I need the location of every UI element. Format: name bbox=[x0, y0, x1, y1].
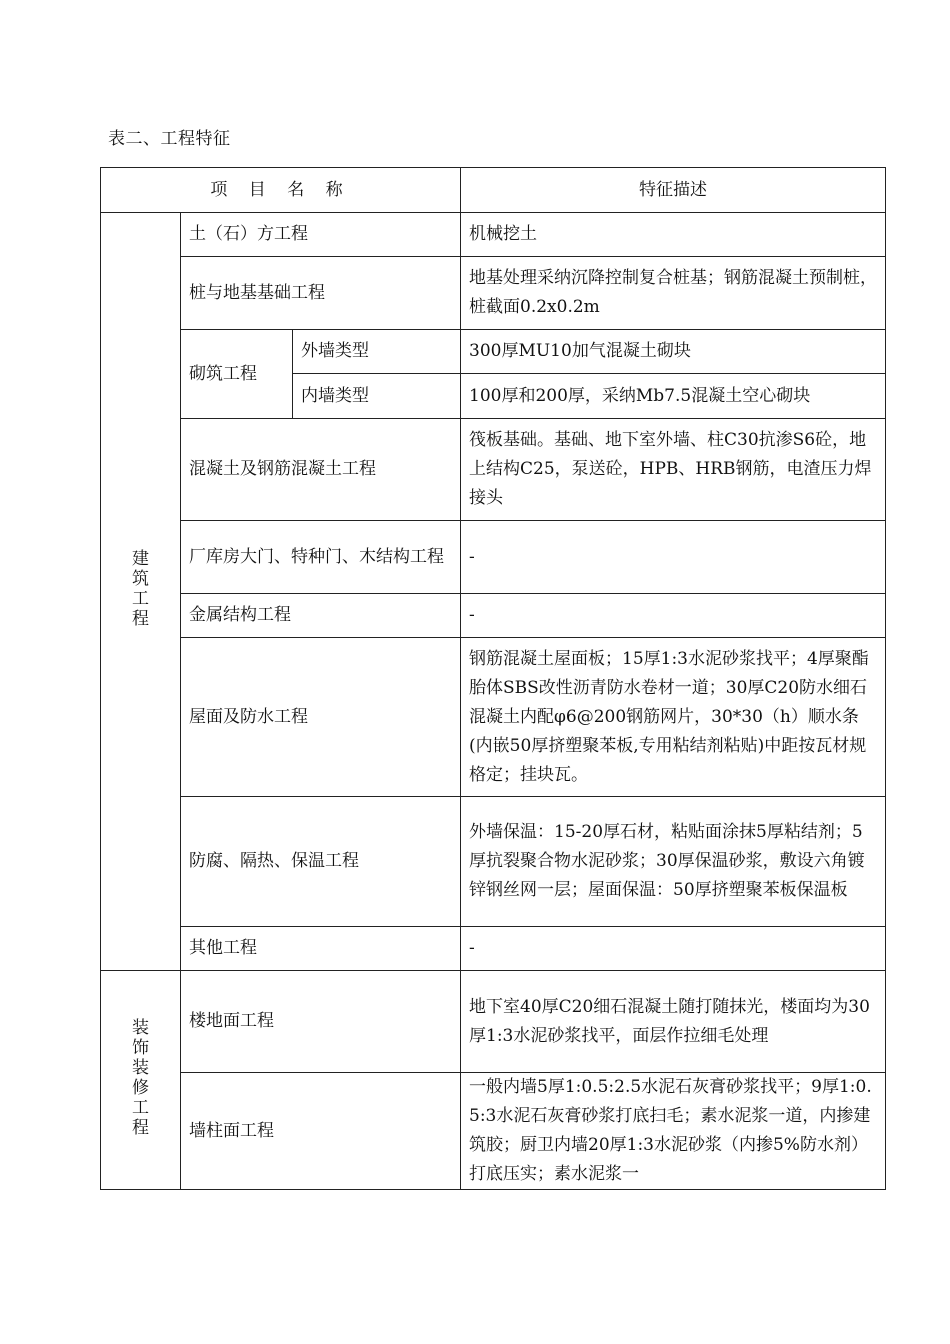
sub-row-name: 内墙类型 bbox=[293, 374, 461, 419]
group-building-label: 建筑工程 bbox=[132, 549, 149, 629]
row-desc: 钢筋混凝土屋面板；15厚1:3水泥砂浆找平；4厚聚酯胎体SBS改性沥青防水卷材一道；30厚C20防水细石混凝土内配φ6@200钢筋网片，30*30（h）顺水条(内嵌50厚挤塑聚苯板,专用粘结剂粘贴)中距按瓦材规格定；挂块瓦。 bbox=[461, 638, 886, 797]
row-desc: - bbox=[461, 927, 886, 971]
row-name: 楼地面工程 bbox=[181, 971, 461, 1073]
table-row bbox=[101, 797, 886, 927]
table-row bbox=[101, 257, 886, 330]
group-building bbox=[101, 213, 181, 971]
engineering-features-table bbox=[100, 167, 886, 1190]
row-desc: 300厚MU10加气混凝土砌块 bbox=[461, 330, 886, 374]
table-header-row bbox=[101, 168, 886, 213]
row-desc: 机械挖土 bbox=[461, 213, 886, 257]
table-row bbox=[101, 419, 886, 521]
row-desc: - bbox=[461, 521, 886, 594]
sub-row-name: 外墙类型 bbox=[293, 330, 461, 374]
row-name: 防腐、隔热、保温工程 bbox=[181, 797, 461, 927]
row-name: 墙柱面工程 bbox=[181, 1073, 461, 1190]
table-row bbox=[101, 638, 886, 797]
table-row bbox=[101, 594, 886, 638]
row-desc: 100厚和200厚，采纳Mb7.5混凝土空心砌块 bbox=[461, 374, 886, 419]
table-row bbox=[101, 521, 886, 594]
row-name: 土（石）方工程 bbox=[181, 213, 461, 257]
row-name: 砌筑工程 bbox=[181, 330, 293, 419]
row-desc: 外墙保温：15-20厚石材，粘贴面涂抹5厚粘结剂；5厚抗裂聚合物水泥砂浆；30厚保温砂浆，敷设六角镀锌钢丝网一层；屋面保温：50厚挤塑聚苯板保温板 bbox=[461, 797, 886, 927]
table-row bbox=[101, 927, 886, 971]
row-desc: 筏板基础。基础、地下室外墙、柱C30抗渗S6砼，地上结构C25，泵送砼，HPB、HRB钢筋，电渣压力焊接头 bbox=[461, 419, 886, 521]
row-desc: 一般内墙5厚1:0.5:2.5水泥石灰膏砂浆找平；9厚1:0.5:3水泥石灰膏砂浆打底扫毛；素水泥浆一道，内掺建筑胶；厨卫内墙20厚1:3水泥砂浆（内掺5%防水剂）打底压实；素水泥浆一 bbox=[461, 1073, 886, 1190]
row-name: 混凝土及钢筋混凝土工程 bbox=[181, 419, 461, 521]
row-name: 厂库房大门、特种门、木结构工程 bbox=[181, 521, 461, 594]
row-name: 金属结构工程 bbox=[181, 594, 461, 638]
row-desc: 地下室40厚C20细石混凝土随打随抹光，楼面均为30厚1:3水泥砂浆找平，面层作拉细毛处理 bbox=[461, 971, 886, 1073]
header-name: 项 目 名 称 bbox=[101, 168, 461, 213]
row-desc: - bbox=[461, 594, 886, 638]
table-row bbox=[101, 1073, 886, 1190]
header-desc: 特征描述 bbox=[461, 168, 886, 213]
row-desc: 地基处理采纳沉降控制复合桩基；钢筋混凝土预制桩，桩截面0.2x0.2m bbox=[461, 257, 886, 330]
table-row bbox=[101, 971, 886, 1073]
group-decoration-label: 装饰装修工程 bbox=[132, 1017, 149, 1138]
row-name: 桩与地基基础工程 bbox=[181, 257, 461, 330]
row-name: 屋面及防水工程 bbox=[181, 638, 461, 797]
table-row bbox=[101, 213, 886, 257]
table-row bbox=[101, 330, 886, 374]
row-name: 其他工程 bbox=[181, 927, 461, 971]
table-caption: 表二、工程特征 bbox=[108, 129, 231, 149]
group-decoration bbox=[101, 971, 181, 1190]
